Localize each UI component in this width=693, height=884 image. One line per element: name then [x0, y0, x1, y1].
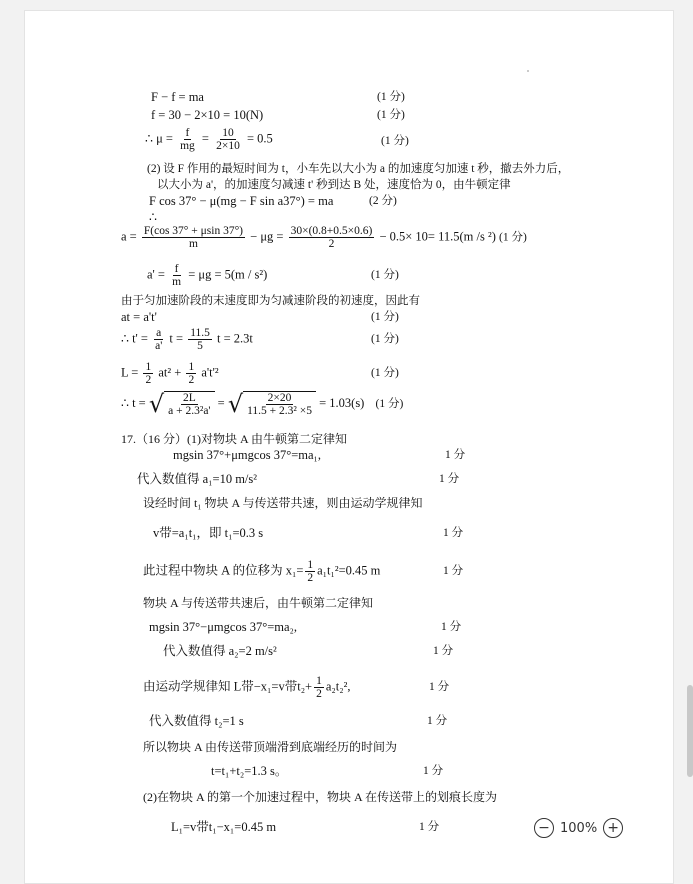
paragraph: 所以物块 A 由传送带顶端滑到底端经历的时间为 — [143, 740, 398, 754]
eq-line: 由运动学规律知 L带−x₁=v带t₂+ $\frac{1}{2}$ a₂t₂², — [143, 675, 351, 700]
paragraph: 由于匀加速阶段的末速度即为匀减速阶段的初速度，因此有 — [121, 295, 420, 307]
vertical-scrollbar[interactable] — [687, 685, 693, 777]
score: (1 分) — [371, 367, 399, 379]
eq-line: ∴ μ = $\frac{f}{mg}$ = $\frac{10}{2\times 10}$ = 0.5 — [145, 127, 273, 152]
eq-line: 代入数值得 t₂=1 s — [149, 714, 244, 728]
eq-line: L₁=v带t₁−x₁=0.45 m — [171, 820, 277, 834]
score: (1 分) — [371, 333, 399, 345]
score: (1 分) — [371, 311, 399, 323]
score: 1 分 — [433, 645, 454, 657]
eq-line: t=t₁+t₂=1.3 s。 — [211, 764, 288, 778]
eq-line: v带=a₁t₁，即 t₁=0.3 s — [153, 526, 264, 540]
eq-line: L = $\frac{1}{2}$ at² + $\frac{1}{2}$ a't'² — [121, 361, 219, 386]
paragraph: 设经时间 t₁ 物块 A 与传送带共速，则由运动学规律知 — [143, 496, 423, 510]
eq-line: F − f = ma — [151, 90, 204, 104]
question-heading: 17.（16 分）(1)对物块 A 由牛顿第二定律知 — [121, 432, 347, 446]
eq-line: at = a't' — [121, 310, 157, 324]
eq-line: a' = $\frac{f}{m}$ = μg = 5(m / s²) — [147, 263, 268, 288]
eq-line: f = 30 − 2×10 = 10(N) — [151, 108, 264, 122]
eq-line: mgsin 37°+μmgcos 37°=ma₁, — [173, 448, 321, 462]
score: (1 分) — [377, 91, 405, 103]
score: (2 分) — [369, 195, 397, 207]
score: 1 分 — [423, 765, 444, 777]
document-page — [24, 10, 674, 884]
eq-line: 此过程中物块 A 的位移为 x₁= $\frac{1}{2}$ a₁t₁²=0.45 m — [143, 559, 381, 584]
eq-line: a = $\frac{F(\cos 37^\circ + \mu\sin 37^\circ)}{m}$ − μg = $\frac{30\times(0.8+0.5\times 0.6)}{2}$ − 0.5× 10= 11.5(m /s ²) (1 分) — [121, 225, 527, 250]
eq-line: ∴ t' = $\frac{a}{a'}$ t = $\frac{11.5}{5}$ t = 2.3t — [121, 327, 253, 352]
zoom-control — [534, 818, 623, 838]
eq-line: 代入数值得 a₁=10 m/s² — [137, 472, 258, 486]
paragraph: 以大小为 a'，的加速度匀减速 t' 秒到达 B 处，速度恰为 0，由牛顿定律 — [157, 179, 511, 191]
score: 1 分 — [443, 527, 464, 539]
score: 1 分 — [427, 715, 448, 727]
zoom-in-icon[interactable]: + — [603, 818, 623, 838]
zoom-out-icon[interactable]: − — [534, 818, 554, 838]
score: (1 分) — [371, 269, 399, 281]
therefore-sign: ∴ — [149, 210, 157, 224]
paragraph: 物块 A 与传送带共速后，由牛顿第二定律知 — [143, 596, 374, 610]
eq-line: mgsin 37°−μmgcos 37°=ma₂, — [149, 620, 297, 634]
page-speck — [527, 70, 529, 72]
paragraph: (2) 设 F 作用的最短时间为 t，小车先以大小为 a 的加速度匀加速 t 秒，撤去外力后， — [147, 163, 570, 175]
score: 1 分 — [429, 681, 450, 693]
eq-line: ∴ t = √ $\frac{2L}{\text{a + 2.3²a'}}$ = √ $\frac{2\times 20}{\text{11.5 + 2.3² ×5}}$ = 1.03(s) (1 分) — [121, 390, 404, 418]
paragraph: (2)在物块 A 的第一个加速过程中，物块 A 在传送带上的划痕长度为 — [143, 790, 498, 804]
score: 1 分 — [419, 821, 440, 833]
score: 1 分 — [443, 565, 464, 577]
score: 1 分 — [445, 449, 466, 461]
eq-line: F cos 37° − μ(mg − F sin a37°) = ma — [149, 194, 334, 208]
score: 1 分 — [439, 473, 460, 485]
eq-line: 代入数值得 a₂=2 m/s² — [163, 644, 277, 658]
zoom-level: 100% — [560, 820, 598, 836]
score: (1 分) — [377, 109, 405, 121]
score: 1 分 — [441, 621, 462, 633]
score: (1 分) — [381, 135, 409, 147]
